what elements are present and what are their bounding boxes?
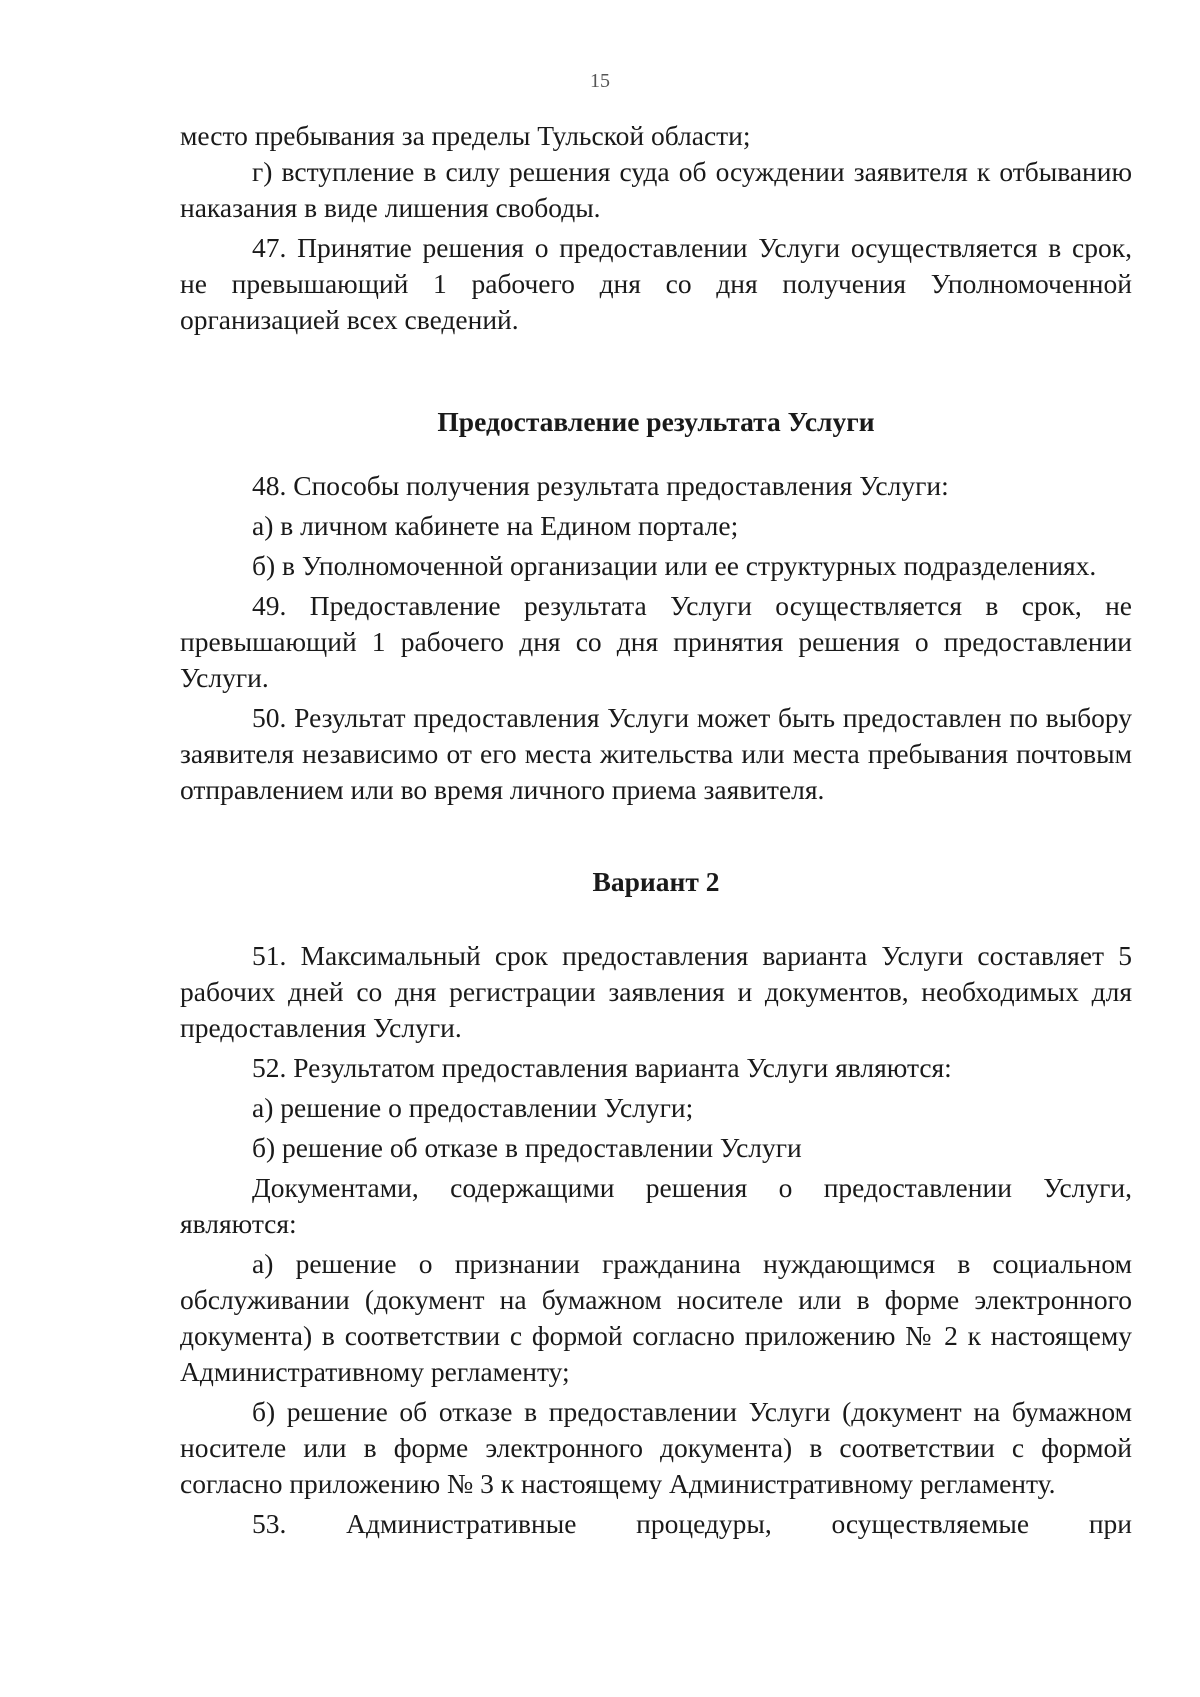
section-heading-result: Предоставление результата Услуги <box>437 406 875 437</box>
paragraph-52-b: б) решение об отказе в предоставлении Услуги <box>252 1132 802 1163</box>
paragraph-52: 52. Результатом предоставления варианта Услуги являются: <box>252 1052 952 1083</box>
paragraph-49: 49. Предоставление результата Услуги осуществляется в срок, не превышающий 1 рабочего дня со дня принятия решения о предоставлении Услуги. <box>180 590 1132 693</box>
section-heading-variant: Вариант 2 <box>592 866 720 897</box>
paragraph-48: 48. Способы получения результата предоставления Услуги: <box>252 470 949 501</box>
paragraph-51: 51. Максимальный срок предоставления варианта Услуги составляет 5 рабочих дней со дня регистрации заявления и документов, необходимых для предоставления Услуги. <box>180 940 1132 1043</box>
paragraph-documents: Документами, содержащими решения о предоставлении Услуги, являются: <box>180 1172 1132 1239</box>
document-body <box>180 118 1132 1542</box>
paragraph-item-g: г) вступление в силу решения суда об осуждении заявителя к отбыванию наказания в виде лишения свободы. <box>180 156 1132 223</box>
paragraph-50: 50. Результат предоставления Услуги может быть предоставлен по выбору заявителя независимо от его места жительства или места пребывания почтовым отправлением или во время личного приема заявителя. <box>180 702 1132 805</box>
paragraph-48-b: б) в Уполномоченной организации или ее структурных подразделениях. <box>252 550 1097 581</box>
paragraph-53: 53. Административные процедуры, осуществляемые при <box>252 1508 1132 1539</box>
paragraph-documents-b: б) решение об отказе в предоставлении Услуги (документ на бумажном носителе или в форме электронного документа) в соответствии с формой согласно приложению № 3 к настоящему Административному регламенту. <box>180 1396 1132 1499</box>
paragraph-52-a: а) решение о предоставлении Услуги; <box>252 1092 694 1123</box>
paragraph-documents-a: а) решение о признании гражданина нуждающимся в социальном обслуживании (документ на бумажном носителе или в форме электронного документа) в соответствии с формой согласно приложению № 2 к настоящему Административному регламенту; <box>180 1248 1132 1387</box>
paragraph-48-a: а) в личном кабинете на Едином портале; <box>252 510 739 541</box>
paragraph-continuation: место пребывания за пределы Тульской области; <box>180 120 751 151</box>
paragraph-47: 47. Принятие решения о предоставлении Услуги осуществляется в срок, не превышающий 1 рабочего дня со дня получения Уполномоченной организацией всех сведений. <box>180 232 1132 335</box>
page-number: 15 <box>590 70 610 92</box>
